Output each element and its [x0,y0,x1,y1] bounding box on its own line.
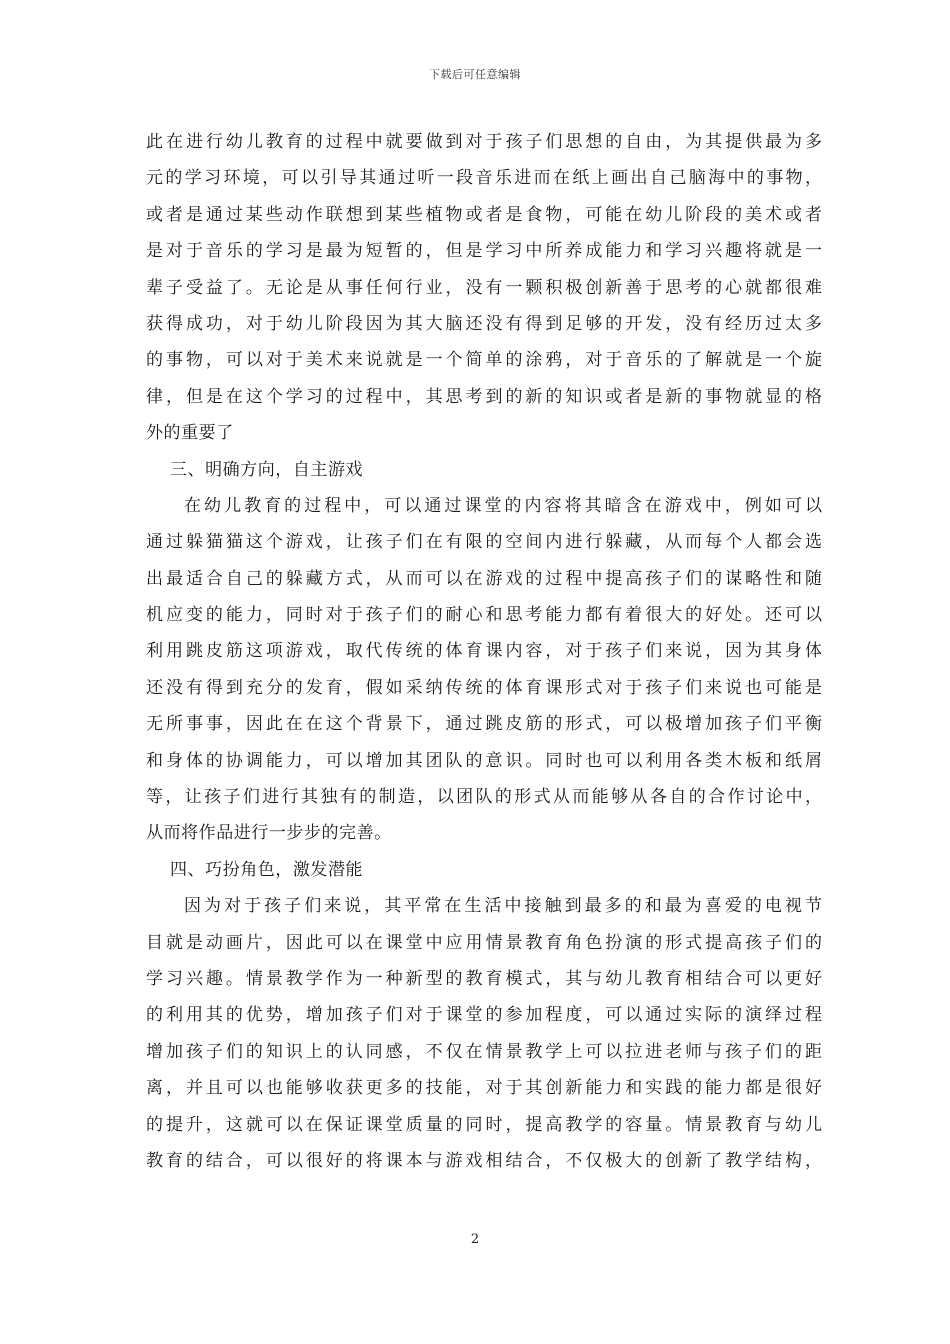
text-line: 通过躲猫猫这个游戏，让孩子们在有限的空间内进行躲藏，从而每个人都会选 [146,532,822,553]
text-line: 因为对于孩子们来说，其平常在生活中接触到最多的和最为喜爱的电视节 [184,896,822,917]
text-line: 学习兴趣。情景教学作为一种新型的教育模式，其与幼儿教育相结合可以更好 [146,968,822,989]
text-line: 的事物，可以对于美术来说就是一个简单的涂鸦，对于音乐的了解就是一个旋 [146,350,822,371]
document-body [146,124,822,1179]
text-line: 离，并且可以也能够收获更多的技能，对于其创新能力和实践的能力都是很好 [146,1078,822,1099]
text-line: 等，让孩子们进行其独有的制造，以团队的形式从而能够从各自的合作讨论中， [146,787,822,808]
text-line: 在幼儿教育的过程中，可以通过课堂的内容将其暗含在游戏中，例如可以 [184,495,822,516]
text-line: 机应变的能力，同时对于孩子们的耐心和思考能力都有着很大的好处。还可以 [146,605,822,626]
text-line: 目就是动画片，因此可以在课堂中应用情景教育角色扮演的形式提高孩子们的 [146,932,822,953]
text-line: 外的重要了 [146,423,234,444]
text-line: 获得成功，对于幼儿阶段因为其大脑还没有得到足够的开发，没有经历过太多 [146,313,822,334]
paragraph-continuation [146,124,822,452]
text-line: 利用跳皮筋这项游戏，取代传统的体育课内容，对于孩子们来说，因为其身体 [146,641,822,662]
section-heading: 三、明确方向，自主游戏 [170,459,364,480]
text-line: 还没有得到充分的发育，假如采纳传统的体育课形式对于孩子们来说也可能是 [146,677,822,698]
text-line: 教育的结合，可以很好的将课本与游戏相结合，不仅极大的创新了教学结构， [146,1150,822,1171]
text-line: 和身体的协调能力，可以增加其团队的意识。同时也可以利用各类木板和纸屑 [146,750,822,771]
text-line: 从而将作品进行一步步的完善。 [146,823,392,844]
text-line: 出最适合自己的躲藏方式，从而可以在游戏的过程中提高孩子们的谋略性和随 [146,568,822,589]
text-line: 的利用其的优势，增加孩子们对于课堂的参加程度，可以通过实际的演绎过程 [146,1005,822,1026]
paragraph-section-4 [146,888,822,1179]
page-number: 2 [470,1232,480,1247]
text-line: 或者是通过某些动作联想到某些植物或者是食物，可能在幼儿阶段的美术或者 [146,204,822,225]
text-line: 的提升，这就可以在保证课堂质量的同时，提高教学的容量。情景教育与幼儿 [146,1114,822,1135]
text-line: 律，但是在这个学习的过程中，其思考到的新的知识或者是新的事物就显的格 [146,386,822,407]
text-line: 是对于音乐的学习是最为短暂的，但是学习中所养成能力和学习兴趣将就是一 [146,241,822,262]
text-line: 此在进行幼儿教育的过程中就要做到对于孩子们思想的自由，为其提供最为多 [146,132,822,152]
text-line: 辈子受益了。无论是从事任何行业，没有一颗积极创新善于思考的心就都很难 [146,277,822,298]
section-heading: 四、巧扮角色，激发潜能 [170,859,364,880]
text-line: 无所事事，因此在在这个背景下，通过跳皮筋的形式，可以极增加孩子们平衡 [146,714,822,735]
paragraph-section-3 [146,488,822,852]
text-line: 元的学习环境，可以引导其通过听一段音乐进而在纸上画出自己脑海中的事物， [146,168,822,189]
page-header: 下载后可任意编辑 [429,68,521,81]
text-line: 增加孩子们的知识上的认同感，不仅在情景教学上可以拉进老师与孩子们的距 [146,1041,822,1062]
